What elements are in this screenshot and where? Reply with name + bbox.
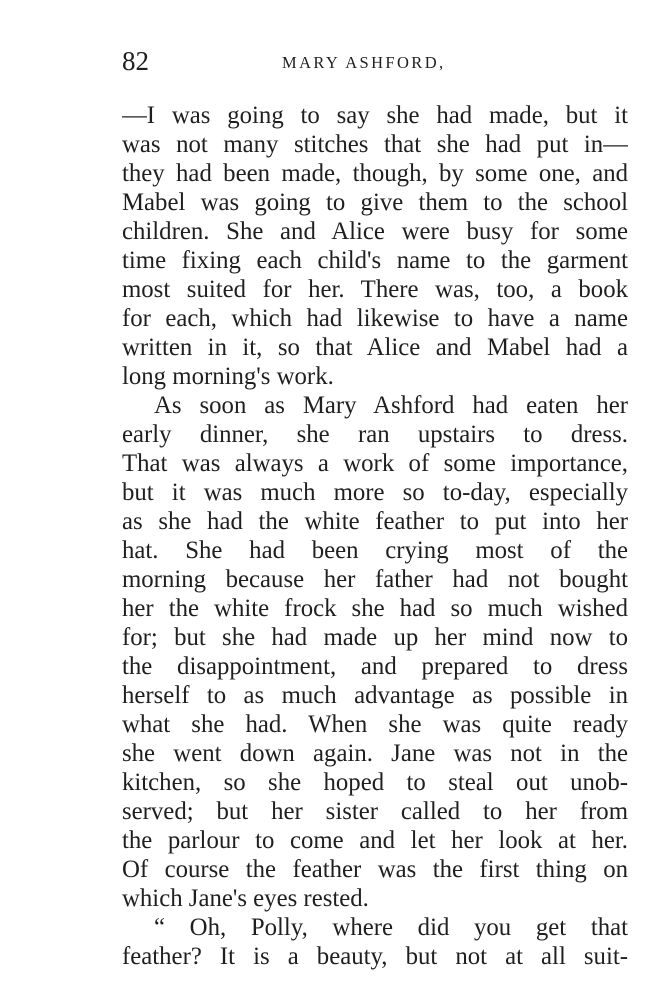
text-line: Mabel was going to give them to the school — [122, 189, 628, 216]
text-line: she went down again. Jane was not in the — [122, 740, 628, 767]
text-line: That was always a work of some importance, — [122, 450, 628, 477]
text-line: children. She and Alice were busy for some — [122, 218, 628, 245]
text-line: hat. She had been crying most of the — [122, 537, 628, 564]
running-header — [122, 46, 628, 76]
text-line: the parlour to come and let her look at her. — [122, 827, 628, 854]
text-line: but it was much more so to-day, especially — [122, 479, 628, 506]
paragraph-first-line: As soon as Mary Ashford had eaten her — [154, 392, 628, 419]
running-title: MARY ASHFORD, — [282, 53, 446, 72]
text-line: morning because her father had not bought — [122, 566, 628, 593]
text-line: herself to as much advantage as possible in — [122, 682, 628, 709]
text-line: her the white frock she had so much wished — [122, 595, 628, 622]
text-line: served; but her sister called to her from — [122, 798, 628, 825]
body-text — [122, 101, 628, 971]
text-line: early dinner, she ran upstairs to dress. — [122, 421, 628, 448]
text-line: written in it, so that Alice and Mabel had a — [122, 334, 628, 361]
text-line: they had been made, though, by some one, and — [122, 160, 628, 187]
paragraph-first-line: “ Oh, Polly, where did you get that — [154, 914, 628, 941]
text-line: for each, which had likewise to have a name — [122, 305, 628, 332]
text-line: feather? It is a beauty, but not at all suit- — [122, 943, 628, 970]
text-line: Of course the feather was the first thing on — [122, 856, 628, 883]
paragraph-last-line: which Jane's eyes rested. — [122, 885, 369, 912]
page-number: 82 — [122, 46, 149, 76]
text-line: was not many stitches that she had put in— — [122, 131, 628, 158]
text-line: —I was going to say she had made, but it — [122, 102, 628, 129]
text-line: for; but she had made up her mind now to — [122, 624, 628, 651]
text-line: the disappointment, and prepared to dress — [122, 653, 628, 680]
text-line: as she had the white feather to put into her — [122, 508, 628, 535]
text-line: kitchen, so she hoped to steal out unob- — [122, 769, 628, 796]
text-line: most suited for her. There was, too, a book — [122, 276, 628, 303]
text-line: time fixing each child's name to the garment — [122, 247, 628, 274]
text-line: what she had. When she was quite ready — [122, 711, 628, 738]
paragraph-last-line: long morning's work. — [122, 363, 334, 390]
